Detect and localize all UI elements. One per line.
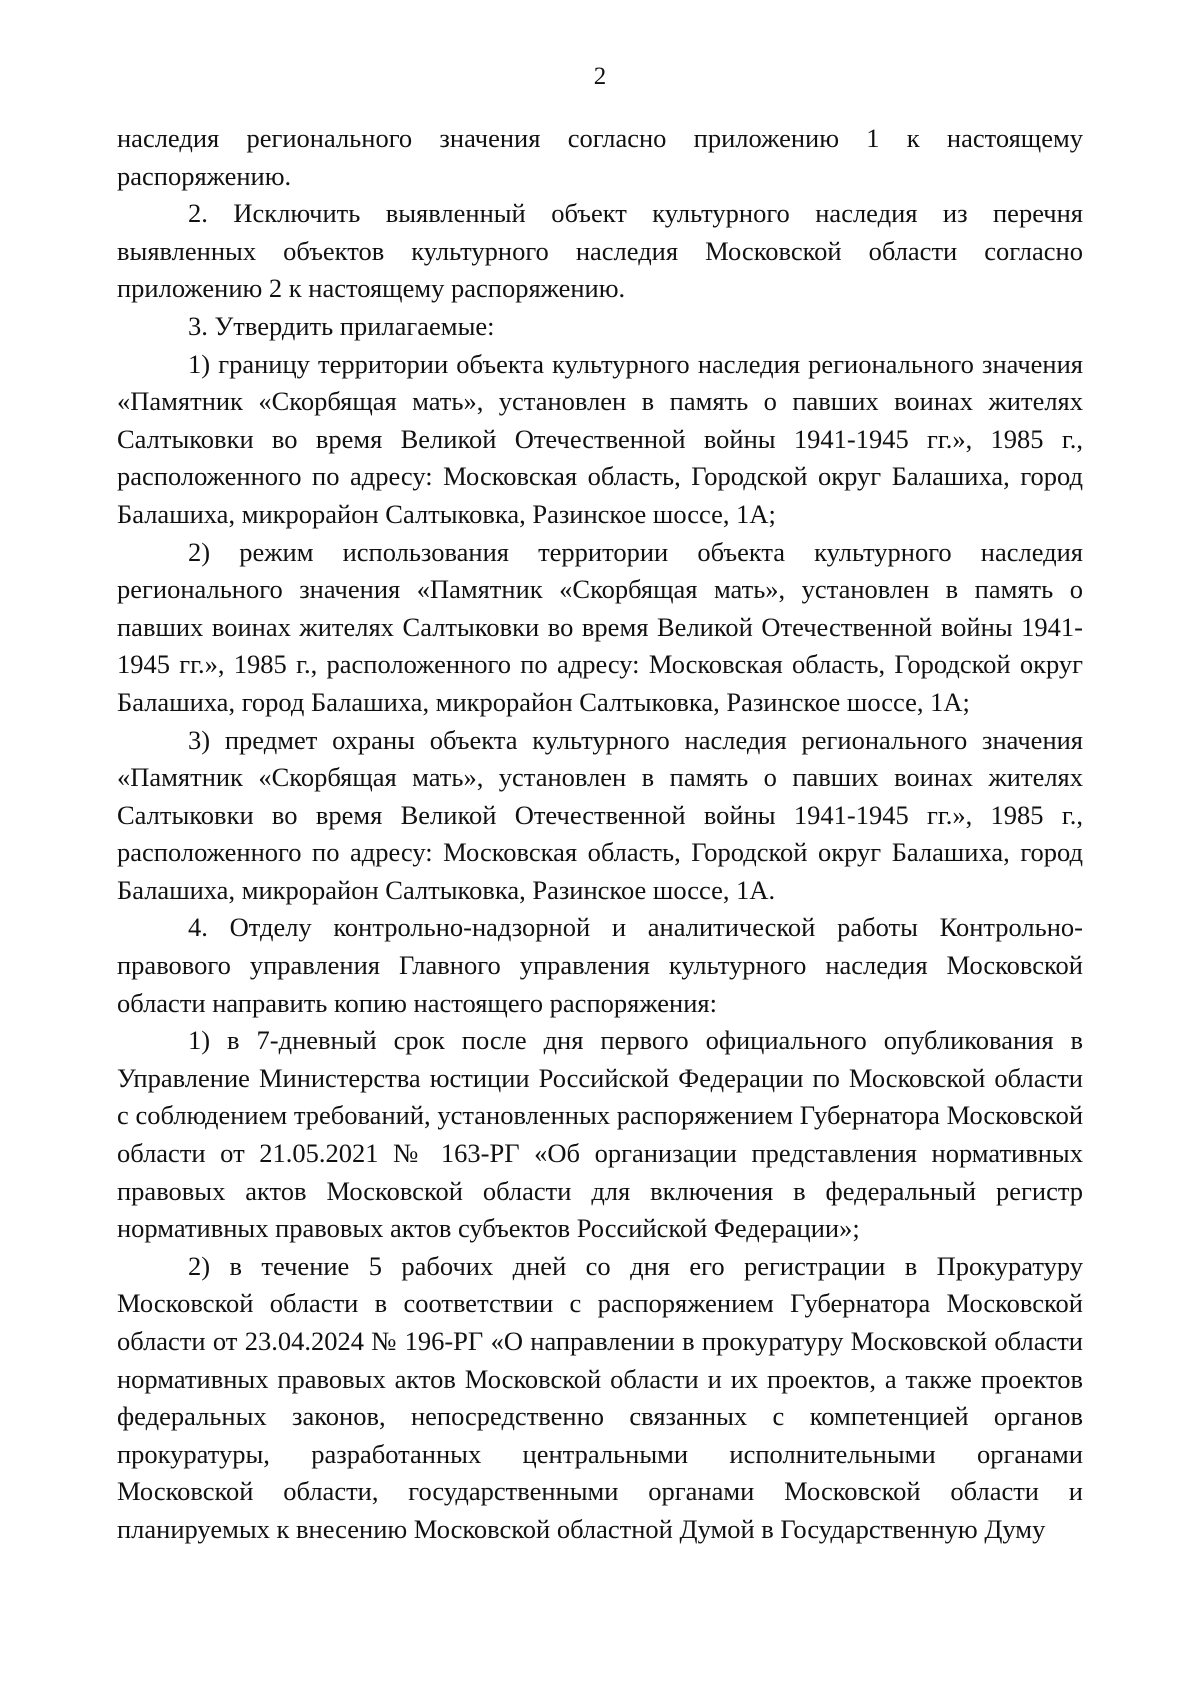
paragraph-item-3-2: 2) режим использования территории объекта культурного наследия регионального значения «Памятник «Скорбящая мать», установлен в память о павших воинах жителях Салтыковки во время Великой Отечественной войны 1941-1945 гг.», 1985 г., расположенного по адресу: Московская область, Городской округ Балашиха, город Балашиха, микрорайон Салтыковка, Разинское шоссе, 1А;: [117, 536, 1083, 717]
paragraph-item-4: 4. Отделу контрольно-надзорной и аналитической работы Контрольно-правового управления Главного управления культурного наследия Московской области направить копию настоящего распоряжения:: [117, 912, 1083, 1018]
paragraph-item-4-1: 1) в 7-дневный срок после дня первого официального опубликования в Управление Министерства юстиции Российской Федерации по Московской области с соблюдением требований, установленных распоряжением Губернатора Московской области от 21.05.2021 № 163-РГ «Об организации представления нормативных правовых актов Московской области для включения в федеральный регистр нормативных правовых актов субъектов Российской Федерации»;: [117, 1025, 1083, 1244]
paragraph-item-2: 2. Исключить выявленный объект культурного наследия из перечня выявленных объектов культурного наследия Московской области согласно приложению 2 к настоящему распоряжению.: [117, 198, 1083, 304]
paragraph-item-3-1: 1) границу территории объекта культурного наследия регионального значения «Памятник «Скорбящая мать», установлен в память о павших воинах жителях Салтыковки во время Великой Отечественной войны 1941-1945 гг.», 1985 г., расположенного по адресу: Московская область, Городской округ Балашиха, город Балашиха, микрорайон Салтыковка, Разинское шоссе, 1А;: [117, 348, 1083, 529]
document-body: [117, 120, 1083, 1549]
paragraph-item-4-2: 2) в течение 5 рабочих дней со дня его регистрации в Прокуратуру Московской области в соответствии с распоряжением Губернатора Московской области от 23.04.2024 № 196-РГ «О направлении в прокуратуру Московской области нормативных правовых актов Московской области и их проектов, а также проектов федеральных законов, непосредственно связанных с компетенцией органов прокуратуры, разработанных центральными исполнительными органами Московской области, государственными органами Московской области и планируемых к внесению Московской областной Думой в Государственную Думу: [117, 1250, 1083, 1544]
paragraph-item-3-3: 3) предмет охраны объекта культурного наследия регионального значения «Памятник «Скорбящая мать», установлен в память о павших воинах жителях Салтыковки во время Великой Отечественной войны 1941-1945 гг.», 1985 г., расположенного по адресу: Московская область, Городской округ Балашиха, город Балашиха, микрорайон Салтыковка, Разинское шоссе, 1А.: [117, 724, 1083, 905]
paragraph-continuation: наследия регионального значения согласно приложению 1 к настоящему распоряжению.: [117, 123, 1083, 191]
paragraph-item-3: 3. Утвердить прилагаемые:: [188, 310, 495, 341]
page-number: 2: [593, 63, 607, 90]
